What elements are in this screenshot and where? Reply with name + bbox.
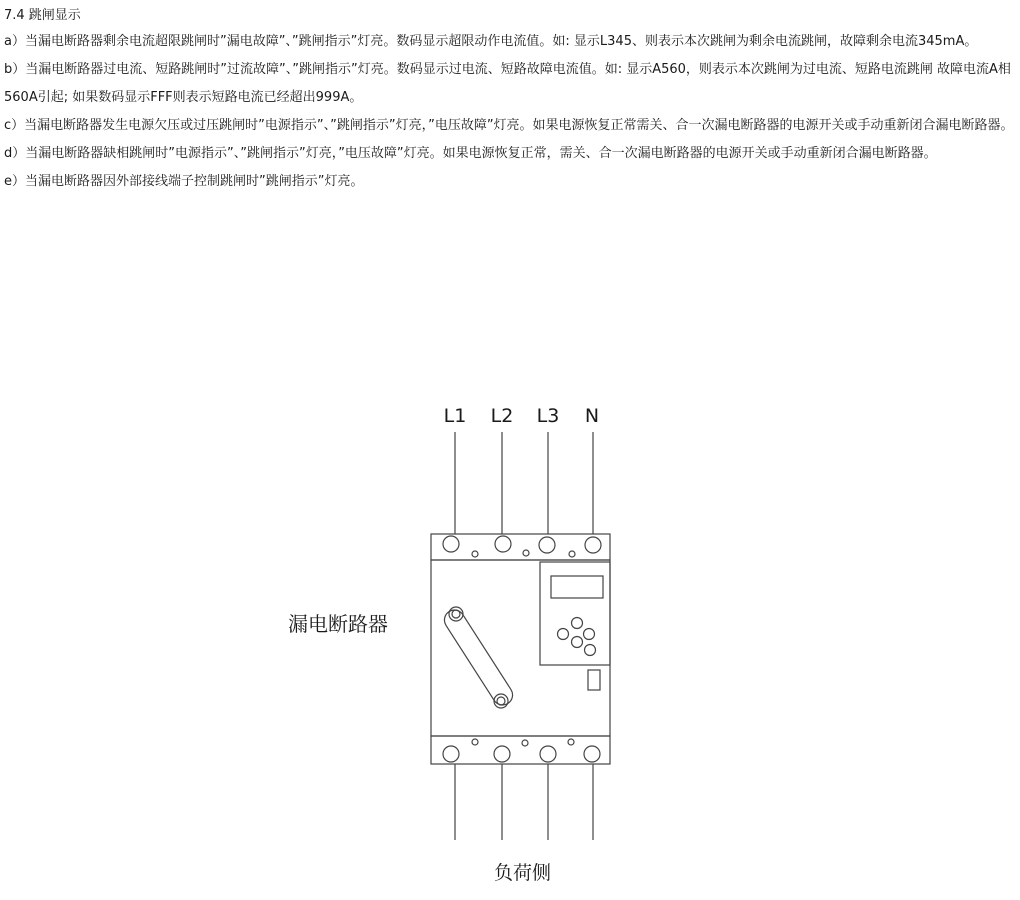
top-terminal-l1: [443, 536, 459, 552]
document-body: [4, 4, 1016, 196]
bottom-terminal-l2: [494, 746, 510, 762]
bottom-terminal-block: [431, 736, 610, 764]
paragraph-b: b）当漏电断路器过电流、短路跳闸时”过流故障”、”跳闸指示”灯亮。数码显示过电流、短路故障电流值。如: 显示A560，则表示本次跳闸为过电流、短路电流跳闸 故障电流A相560A引起; 如果数码显示FFF则表示短路电流已经超出999A。: [4, 62, 1011, 105]
breaker-name-label: 漏电断路器: [288, 612, 388, 636]
top-terminal-l2: [495, 536, 511, 552]
breaker-drawing: [431, 432, 610, 840]
terminal-label-n: N: [584, 405, 600, 427]
terminal-label-l1: L1: [443, 405, 467, 427]
paragraph-a: a）当漏电断路器剩余电流超限跳闸时”漏电故障”、”跳闸指示”灯亮。数码显示超限动作电流值。如: 显示L345、则表示本次跳闸为剩余电流跳闸，故障剩余电流345mA。: [4, 34, 978, 49]
digital-display: [551, 576, 603, 598]
top-screw-1: [472, 551, 478, 557]
keypad-button-top: [572, 618, 583, 629]
handle-knob-outer: [494, 694, 508, 708]
handle-pivot-outer: [449, 607, 463, 621]
keypad-button-left: [558, 629, 569, 640]
breaker-body: [431, 560, 610, 736]
terminal-label-l2: L2: [490, 405, 514, 427]
bottom-screw-3: [568, 739, 574, 745]
bottom-terminal-l3: [540, 746, 556, 762]
bottom-terminal-l1: [443, 746, 459, 762]
bottom-terminal-n: [584, 746, 600, 762]
handle-pivot-inner: [452, 610, 460, 618]
section-title: 7.4 跳闸显示: [4, 8, 81, 23]
bottom-screw-1: [472, 739, 478, 745]
handle-knob-inner: [497, 697, 505, 705]
load-side-label: 负荷侧: [494, 862, 552, 884]
top-screw-2: [523, 550, 529, 556]
top-screw-3: [569, 551, 575, 557]
top-terminal-l3: [539, 537, 555, 553]
top-terminal-block: [431, 534, 610, 560]
top-terminal-n: [585, 537, 601, 553]
paragraph-d: d）当漏电断路器缺相跳闸时”电源指示”、”跳闸指示”灯亮，”电压故障”灯亮。如果电源恢复正常，需关、合一次漏电断路器的电源开关或手动重新闭合漏电断路器。: [4, 146, 937, 161]
indicator-window: [588, 670, 600, 690]
terminal-label-l3: L3: [536, 405, 560, 427]
control-panel: [540, 562, 610, 665]
keypad-button-right: [584, 629, 595, 640]
bottom-screw-2: [522, 740, 528, 746]
operating-handle: [441, 606, 517, 709]
paragraph-c: c）当漏电断路器发生电源欠压或过压跳闸时”电源指示”、”跳闸指示”灯亮，”电压故障”灯亮。如果电源恢复正常需关、合一次漏电断路器的电源开关或手动重新闭合漏电断路器。: [4, 118, 1014, 133]
paragraph-e: e）当漏电断路器因外部接线端子控制跳闸时”跳闸指示”灯亮。: [4, 174, 364, 189]
keypad-button-center: [572, 637, 583, 648]
keypad-button-bottom: [585, 645, 596, 656]
